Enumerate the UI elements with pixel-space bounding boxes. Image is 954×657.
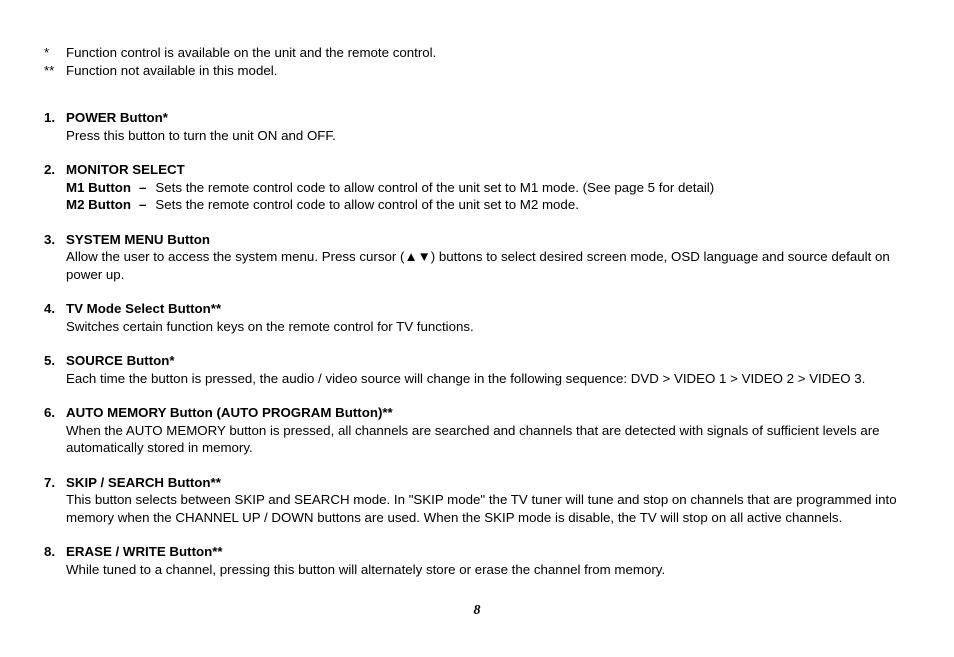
list-item (44, 543, 912, 578)
note-mark: ** (44, 62, 55, 78)
item-heading: SOURCE Button* (66, 353, 175, 368)
sub-item-label: M2 Button (66, 197, 131, 212)
footnotes (44, 44, 914, 79)
sub-item-label: M1 Button (66, 179, 131, 195)
item-number: 8. (44, 544, 56, 559)
item-heading: ERASE / WRITE Button** (66, 544, 223, 559)
item-text: Allow the user to access the system menu. Press cursor (▲▼) buttons to select desired screen mode, OSD language and source default on power up. (66, 249, 890, 282)
item-heading: AUTO MEMORY Button (AUTO PROGRAM Button)** (66, 405, 393, 420)
sub-item-dash: – (139, 197, 147, 212)
note (44, 62, 914, 80)
item-heading: TV Mode Select Button** (66, 301, 222, 316)
list-item (44, 404, 912, 457)
item-number: 5. (44, 353, 56, 368)
note (44, 44, 914, 62)
item-number: 6. (44, 405, 56, 420)
note-mark: * (44, 45, 50, 60)
item-number: 1. (44, 110, 56, 125)
sub-item (66, 179, 912, 197)
sub-item (66, 196, 912, 214)
list-item (44, 474, 912, 527)
button-descriptions (44, 109, 912, 595)
item-heading: SYSTEM MENU Button (66, 231, 211, 247)
item-number: 7. (44, 474, 56, 490)
item-text: Switches certain function keys on the remote control for TV functions. (66, 318, 474, 334)
sub-item-text: Sets the remote control code to allow control of the unit set to M2 mode. (155, 197, 579, 212)
item-number: 2. (44, 162, 56, 177)
item-text: This button selects between SKIP and SEARCH mode. In "SKIP mode" the TV tuner will tune and stop on channels that are programmed into memory when the CHANNEL UP / DOWN buttons are used. When the SKIP mode is disable, the TV will stop on all active channels. (66, 492, 897, 525)
item-number: 3. (44, 231, 56, 247)
item-heading: SKIP / SEARCH Button** (66, 474, 221, 490)
list-item (44, 109, 912, 144)
list-item (44, 352, 912, 387)
item-text: Each time the button is pressed, the audio / video source will change in the following sequence: DVD > VIDEO 1 > VIDEO 2 > VIDEO 3. (66, 370, 866, 386)
list-item (44, 300, 912, 335)
item-text: While tuned to a channel, pressing this button will alternately store or erase the channel from memory. (66, 561, 666, 577)
item-text: Press this button to turn the unit ON and OFF. (66, 127, 336, 143)
item-heading: MONITOR SELECT (66, 162, 185, 177)
list-item (44, 231, 912, 284)
item-heading: POWER Button* (66, 110, 168, 125)
item-number: 4. (44, 301, 56, 316)
note-text: Function control is available on the unit and the remote control. (66, 45, 437, 60)
note-text: Function not available in this model. (66, 62, 278, 78)
sub-item-dash: – (139, 179, 147, 195)
list-item (44, 161, 912, 214)
item-text: When the AUTO MEMORY button is pressed, all channels are searched and channels that are detected with signals of sufficient levels are automatically stored in memory. (66, 422, 880, 455)
page-number: 8 (473, 603, 481, 618)
sub-item-text: Sets the remote control code to allow control of the unit set to M1 mode. (See page 5 for detail) (155, 179, 715, 195)
